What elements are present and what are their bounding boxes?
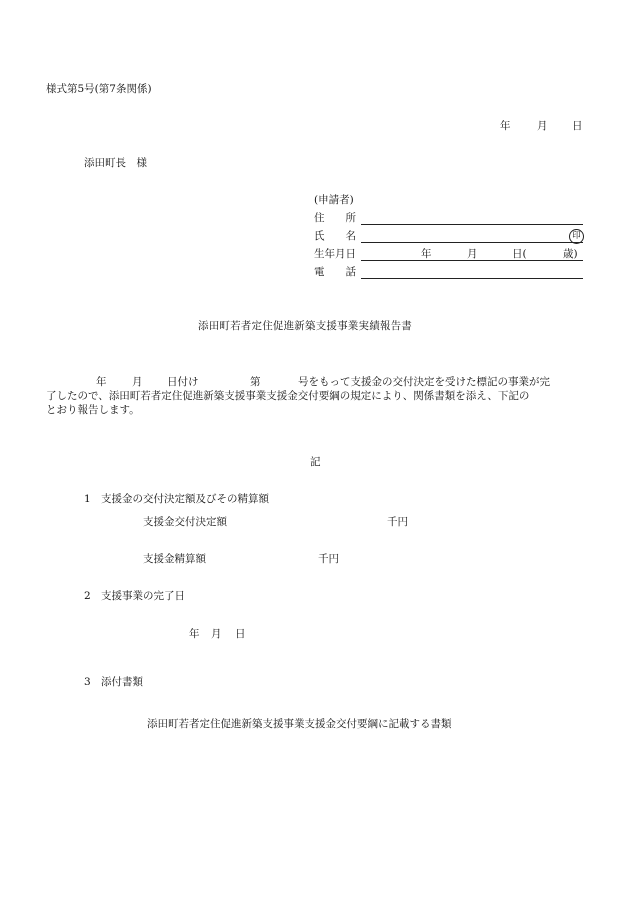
applicant-heading: (申請者) — [314, 194, 354, 206]
name-field-line — [361, 242, 583, 243]
body-month: 月 — [132, 376, 143, 388]
body-line2: 了したので、添田町若者定住促進新築支援事業支援金交付要綱の規定により、関係書類を添え、下記の — [46, 390, 530, 402]
decision-amount-label: 支援金交付決定額 — [143, 516, 227, 528]
section-2-number: 2 — [84, 590, 91, 602]
birth-label: 生年月日 — [314, 248, 356, 260]
section-1-number: 1 — [84, 493, 91, 505]
section-1-title: 支援金の交付決定額及びその精算額 — [101, 493, 269, 505]
birth-month: 月 — [467, 248, 478, 260]
settlement-amount-label: 支援金精算額 — [143, 553, 206, 565]
form-number: 様式第5号(第7条関係) — [46, 83, 152, 95]
settlement-amount-unit: 千円 — [318, 553, 339, 565]
date-day: 日 — [572, 120, 583, 132]
address-field-line — [361, 224, 583, 225]
completion-day: 日 — [235, 628, 246, 640]
section-3-title: 添付書類 — [101, 676, 143, 688]
phone-field-line — [361, 278, 583, 279]
body-day-dated: 日付け — [167, 376, 199, 388]
completion-year: 年 — [189, 628, 200, 640]
birth-day: 日( — [512, 248, 527, 260]
date-month: 月 — [537, 120, 548, 132]
body-line3: とおり報告します。 — [46, 404, 140, 416]
document-title: 添田町若者定住促進新築支援事業実績報告書 — [198, 320, 412, 332]
body-no: 第 — [250, 376, 261, 388]
birth-year: 年 — [421, 248, 432, 260]
section-3-number: 3 — [84, 676, 91, 688]
name-label: 氏 名 — [314, 230, 356, 242]
body-line1-rest: 号をもって支援金の交付決定を受けた標記の事業が完 — [298, 376, 550, 388]
date-year: 年 — [500, 120, 511, 132]
completion-month: 月 — [211, 628, 222, 640]
attachment-description: 添田町若者定住促進新築支援事業支援金交付要綱に記載する書類 — [147, 718, 452, 730]
section-2-title: 支援事業の完了日 — [101, 590, 185, 602]
ki-heading: 記 — [310, 456, 321, 468]
birth-age: 歳) — [563, 248, 578, 260]
seal-mark: 印 — [569, 229, 584, 244]
addressee: 添田町長 様 — [84, 157, 147, 169]
decision-amount-unit: 千円 — [387, 516, 408, 528]
body-year: 年 — [96, 376, 107, 388]
phone-label: 電 話 — [314, 266, 356, 278]
address-label: 住 所 — [314, 212, 356, 224]
